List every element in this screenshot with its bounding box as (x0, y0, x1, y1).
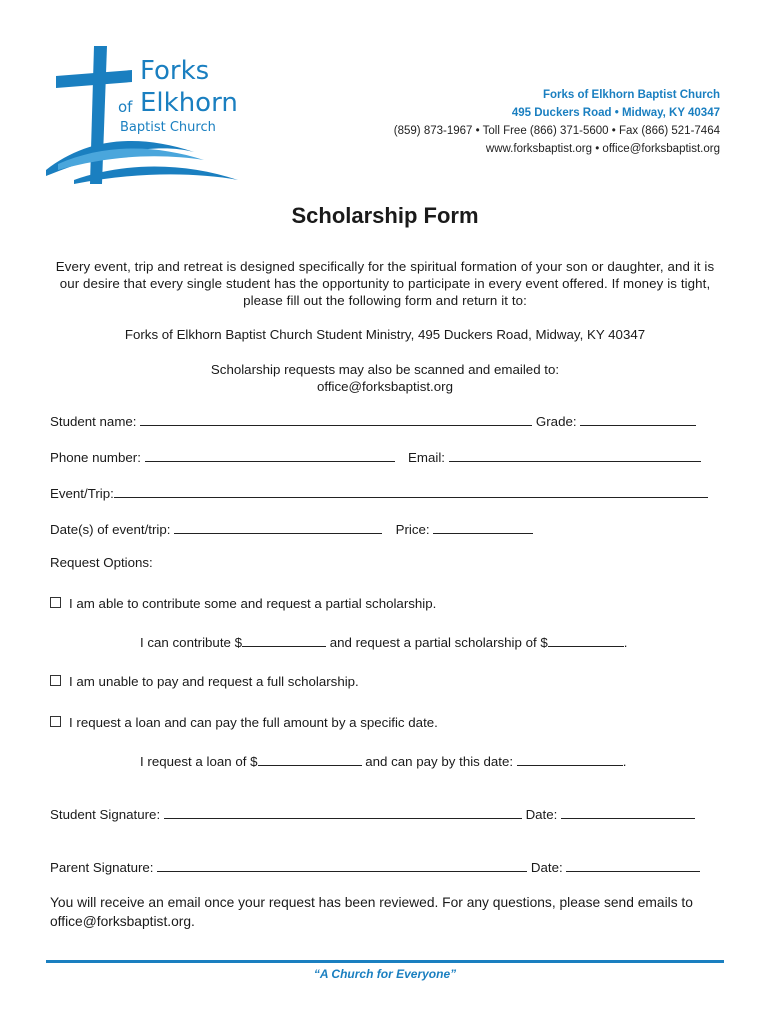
price-label: Price: (395, 522, 430, 537)
partial-amount-line[interactable] (548, 633, 624, 647)
footer-divider (46, 960, 724, 963)
loan-amount-line[interactable] (258, 752, 362, 766)
contribute-label: I can contribute $ (140, 635, 243, 650)
church-phones: (859) 873-1967 • Toll Free (866) 371-5600 • Fax (866) 521-7464 (393, 125, 720, 137)
full-label: I am unable to pay and request a full scholarship. (69, 674, 359, 689)
student-name-line[interactable] (140, 412, 532, 426)
church-address: 495 Duckers Road • Midway, KY 40347 (511, 107, 720, 119)
logo-of: of (118, 98, 133, 116)
grade-label: Grade: (535, 414, 577, 429)
intro-paragraph: Every event, trip and retreat is designed specifically for the spiritual formation of your son or daughter, and it is our desire that every single student has the opportunity to participate in every event offered. If money is tight, please fill out the following form and return it to: (55, 259, 715, 308)
option-loan (50, 715, 438, 730)
grade-line[interactable] (580, 412, 696, 426)
return-address: Forks of Elkhorn Baptist Church Student Ministry, 495 Duckers Road, Midway, KY 40347 (124, 327, 646, 342)
partial-label: I am able to contribute some and request a partial scholarship. (69, 596, 437, 611)
student-date-line[interactable] (561, 805, 695, 819)
event-field (50, 484, 708, 501)
phone-email-field (50, 448, 701, 465)
loan-label: I request a loan and can pay the full amount by a specific date. (69, 715, 438, 730)
event-line[interactable] (114, 484, 708, 498)
student-signature-line[interactable] (164, 805, 522, 819)
parent-signature-field (50, 858, 700, 875)
church-name: Forks of Elkhorn Baptist Church (543, 89, 720, 101)
pay-date-label: and can pay by this date: (365, 754, 514, 769)
phone-line[interactable] (145, 448, 395, 462)
logo-forks: Forks (140, 56, 210, 86)
contribute-amount-line[interactable] (242, 633, 326, 647)
logo-baptist-church: Baptist Church (120, 120, 216, 135)
contact-block (394, 86, 720, 158)
partial-detail-period: . (623, 635, 628, 650)
option-full (50, 674, 359, 689)
page-title: Scholarship Form (291, 203, 479, 228)
dates-label: Date(s) of event/trip: (50, 522, 171, 537)
partial-scholarship-label: and request a partial scholarship of $ (329, 635, 548, 650)
parent-date-line[interactable] (566, 858, 700, 872)
request-options-label: Request Options: (50, 555, 153, 570)
partial-detail (140, 633, 627, 650)
loan-detail (140, 752, 627, 769)
church-web: www.forksbaptist.org • office@forksbaptist.org (485, 143, 720, 155)
student-name-field (50, 412, 696, 429)
price-line[interactable] (433, 520, 533, 534)
parent-signature-label: Parent Signature: (50, 860, 154, 875)
church-logo (44, 44, 244, 186)
scan-email: office@forksbaptist.org (317, 379, 453, 394)
option-partial (50, 596, 436, 611)
loan-checkbox[interactable] (50, 716, 61, 727)
partial-checkbox[interactable] (50, 597, 61, 608)
phone-label: Phone number: (50, 450, 141, 465)
pay-date-line[interactable] (517, 752, 623, 766)
student-signature-field (50, 805, 695, 822)
parent-signature-line[interactable] (157, 858, 527, 872)
scan-note: Scholarship requests may also be scanned and emailed to: (210, 362, 560, 377)
parent-date-label: Date: (530, 860, 563, 875)
full-checkbox[interactable] (50, 675, 61, 686)
loan-amount-label: I request a loan of $ (140, 754, 258, 769)
student-date-label: Date: (525, 807, 558, 822)
closing-paragraph: You will receive an email once your request has been reviewed. For any questions, please send emails to office@forksbaptist.org. (50, 895, 693, 929)
logo-elkhorn: Elkhorn (140, 88, 238, 118)
student-signature-label: Student Signature: (50, 807, 161, 822)
footer-tagline: “A Church for Everyone” (313, 967, 457, 981)
email-label: Email: (408, 450, 445, 465)
loan-detail-period: . (622, 754, 627, 769)
event-label: Event/Trip: (50, 486, 114, 501)
student-name-label: Student name: (50, 414, 137, 429)
dates-price-field (50, 520, 533, 537)
email-line[interactable] (449, 448, 701, 462)
dates-line[interactable] (174, 520, 382, 534)
